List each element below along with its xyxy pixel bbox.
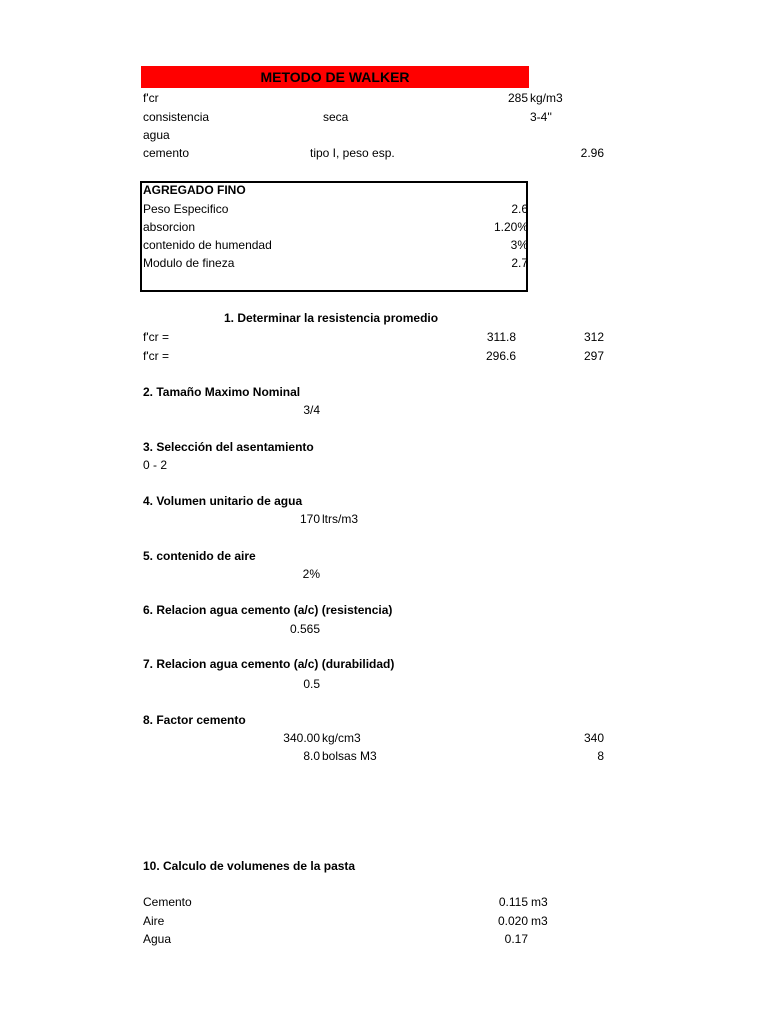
fcr-unit: kg/m3 — [530, 91, 563, 105]
section-4-heading: 4. Volumen unitario de agua — [143, 494, 303, 508]
bolsas-rounded: 8 — [597, 749, 604, 763]
cemento-type: tipo I, peso esp. — [310, 146, 395, 160]
section-6-value: 0.565 — [289, 622, 320, 636]
volumen-label: Agua — [143, 932, 172, 946]
fino-label: contenido de humendad — [143, 238, 272, 252]
section-1-heading: 1. Determinar la resistencia promedio — [224, 311, 439, 325]
volumen-unit: m3 — [531, 895, 548, 909]
section-2-value: 3/4 — [303, 403, 320, 417]
volumen-unit: m3 — [531, 914, 548, 928]
section-7-heading: 7. Relacion agua cemento (a/c) (durabilidad) — [143, 657, 395, 671]
consistencia-range: 3-4'' — [530, 110, 552, 124]
fino-label: Modulo de fineza — [143, 256, 235, 270]
fino-value: 3% — [510, 238, 528, 252]
cemento-value: 2.96 — [580, 146, 604, 160]
bolsas-unit: bolsas M3 — [322, 749, 377, 763]
fcr-row-value: 311.8 — [486, 330, 516, 344]
consistencia-label: consistencia — [143, 110, 210, 124]
section-3-heading: 3. Selección del asentamiento — [143, 440, 314, 454]
bolsas-value: 8.0 — [303, 749, 320, 763]
agregado-fino-heading: AGREGADO FINO — [143, 183, 246, 197]
fcr-value: 285 — [507, 91, 528, 105]
fcr-label: f'cr — [143, 91, 159, 105]
fino-value: 2.7 — [511, 256, 528, 270]
section-10-heading: 10. Calculo de volumenes de la pasta — [143, 859, 356, 873]
consistencia-value: seca — [323, 110, 349, 124]
page-title: METODO DE WALKER — [141, 66, 529, 88]
section-4-unit: ltrs/m3 — [322, 512, 358, 526]
section-3-value: 0 - 2 — [143, 458, 168, 472]
factor-cemento-unit: kg/cm3 — [322, 731, 361, 745]
volumen-value: 0.17 — [504, 932, 528, 946]
volumen-value: 0.115 — [498, 895, 528, 909]
fcr-row-label: f'cr = — [143, 330, 169, 344]
volumen-value: 0.020 — [497, 914, 528, 928]
factor-cemento-rounded: 340 — [583, 731, 604, 745]
section-4-value: 170 — [299, 512, 320, 526]
fcr-row-rounded: 312 — [583, 330, 604, 344]
fino-value: 1.20% — [493, 220, 528, 234]
section-7-value: 0.5 — [303, 677, 320, 691]
volumen-label: Cemento — [143, 895, 192, 909]
section-5-heading: 5. contenido de aire — [143, 549, 256, 563]
section-6-heading: 6. Relacion agua cemento (a/c) (resistencia) — [143, 603, 393, 617]
cemento-label: cemento — [143, 146, 190, 160]
section-8-heading: 8. Factor cemento — [143, 713, 246, 727]
agua-label: agua — [143, 128, 170, 142]
fcr-row-value: 296.6 — [485, 349, 516, 363]
fcr-row-rounded: 297 — [583, 349, 604, 363]
section-5-value: 2% — [302, 567, 320, 581]
fino-label: Peso Especifico — [143, 202, 229, 216]
factor-cemento-value: 340.00 — [283, 731, 320, 745]
fino-value: 2.6 — [511, 202, 528, 216]
volumen-label: Aire — [143, 914, 165, 928]
fino-label: absorcion — [143, 220, 196, 234]
section-2-heading: 2. Tamaño Maximo Nominal — [143, 385, 301, 399]
fcr-row-label: f'cr = — [143, 349, 169, 363]
